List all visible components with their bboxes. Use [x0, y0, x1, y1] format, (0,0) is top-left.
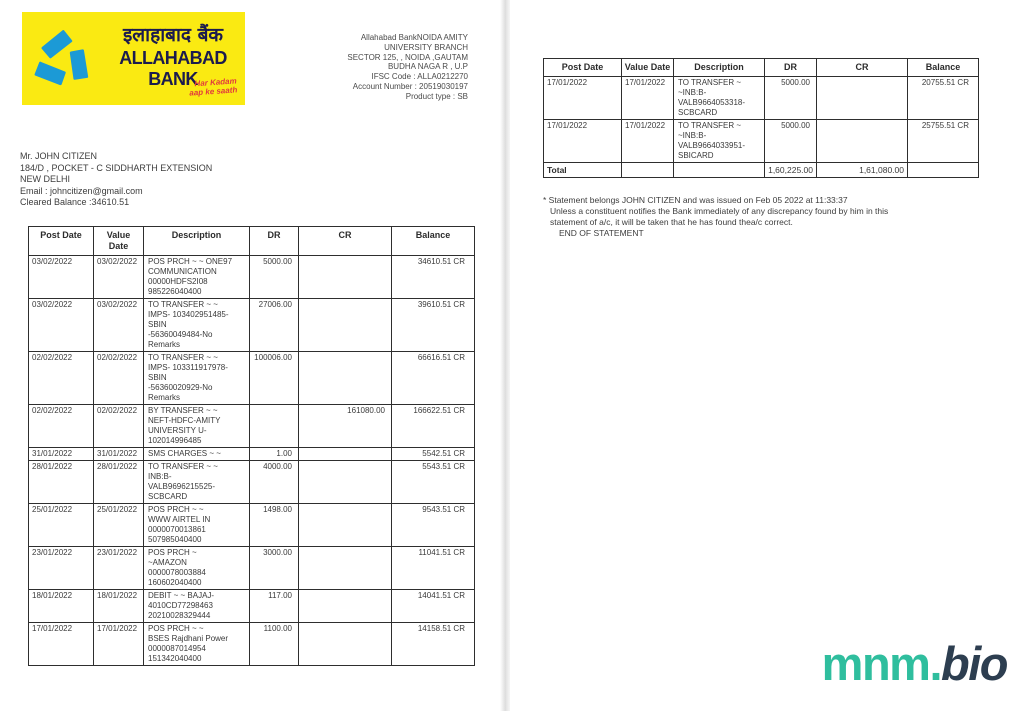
cell-post-date: 03/02/2022 — [29, 256, 94, 299]
cell-description — [674, 163, 765, 178]
table-row — [544, 120, 979, 163]
table-row — [29, 352, 475, 405]
cell-description: TO TRANSFER ~ ~INB:B- VALB9664033951- SBICARD — [674, 120, 765, 163]
branch-info-block — [258, 33, 468, 102]
cell-value-date: 03/02/2022 — [94, 256, 144, 299]
account-number: Account Number : 20519030197 — [352, 81, 468, 91]
col-header-post-date: Post Date — [544, 59, 622, 77]
bank-tagline: Har Kadam aap ke saath — [189, 76, 238, 98]
cell-dr: 100006.00 — [250, 352, 299, 405]
cell-description: POS PRCH ~ ~ ONE97 COMMUNICATION 00000HDFS2I08 985226040400 — [144, 256, 250, 299]
cell-balance: 166622.51 CR — [392, 405, 475, 448]
cell-balance: 39610.51 CR — [392, 299, 475, 352]
cell-dr: 5000.00 — [765, 77, 817, 120]
cell-post-date: 25/01/2022 — [29, 504, 94, 547]
cell-balance: 9543.51 CR — [392, 504, 475, 547]
mnm-bio-watermark — [821, 637, 1007, 690]
cell-balance: 11041.51 CR — [392, 547, 475, 590]
cell-value-date: 31/01/2022 — [94, 448, 144, 461]
cell-description: TO TRANSFER ~ ~INB:B- VALB9664053318- SCBCARD — [674, 77, 765, 120]
cell-post-date: 02/02/2022 — [29, 405, 94, 448]
total-label: Total — [544, 163, 622, 178]
cell-dr: 117.00 — [250, 590, 299, 623]
col-header-value-date: Value Date — [94, 227, 144, 256]
cell-balance: 20755.51 CR — [908, 77, 979, 120]
table-header-row — [544, 59, 979, 77]
cell-post-date: 31/01/2022 — [29, 448, 94, 461]
table-row — [29, 547, 475, 590]
cell-cr — [299, 547, 392, 590]
table-header-row — [29, 227, 475, 256]
ifsc-code: IFSC Code : ALLA0212270 — [371, 72, 468, 82]
cell-value-date: 17/01/2022 — [94, 623, 144, 666]
total-cr: 1,61,080.00 — [817, 163, 908, 178]
col-header-dr: DR — [250, 227, 299, 256]
footer-line: * Statement belongs JOHN CITIZEN and was issued on Feb 05 2022 at 11:33:37 — [543, 195, 848, 205]
cell-dr: 1100.00 — [250, 623, 299, 666]
watermark-suffix: bio — [941, 637, 1007, 690]
cell-dr: 3000.00 — [250, 547, 299, 590]
cell-dr: 4000.00 — [250, 461, 299, 504]
cell-value-date: 25/01/2022 — [94, 504, 144, 547]
col-header-description: Description — [144, 227, 250, 256]
cell-cr — [299, 590, 392, 623]
table-row — [29, 256, 475, 299]
cell-cr — [299, 299, 392, 352]
cell-description: POS PRCH ~ ~AMAZON 0000078003884 160602040400 — [144, 547, 250, 590]
branch-line: UNIVERSITY BRANCH — [384, 42, 468, 52]
branch-line: BUDHA NAGA R , U.P — [387, 62, 468, 72]
col-header-post-date: Post Date — [29, 227, 94, 256]
cell-post-date: 23/01/2022 — [29, 547, 94, 590]
cleared-balance: Cleared Balance :34610.51 — [20, 197, 130, 208]
cell-dr: 1.00 — [250, 448, 299, 461]
table-row — [29, 299, 475, 352]
transactions-table-page1 — [28, 226, 475, 666]
statement-page-2 — [510, 0, 1011, 711]
cell-balance: 66616.51 CR — [392, 352, 475, 405]
cell-post-date: 18/01/2022 — [29, 590, 94, 623]
watermark-brand: mnm. — [821, 637, 942, 690]
product-type: Product type : SB — [405, 91, 468, 101]
footer-line: statement of a/c, it will be taken that he has found thea/c correct. — [550, 217, 793, 227]
cell-dr: 5000.00 — [765, 120, 817, 163]
footer-line: Unless a constituent notifies the Bank immediately of any discrepancy found by him in this — [550, 206, 889, 216]
customer-city: NEW DELHI — [20, 174, 71, 185]
cell-cr — [299, 504, 392, 547]
cell-description: TO TRANSFER ~ ~ IMPS- 103311917978- SBIN -56360020929-No Remarks — [144, 352, 250, 405]
cell-post-date: 17/01/2022 — [29, 623, 94, 666]
cell-cr — [299, 461, 392, 504]
bank-name-hindi: इलाहाबाद बैंक — [122, 24, 224, 46]
cell-dr — [250, 405, 299, 448]
col-header-value-date: Value Date — [622, 59, 674, 77]
cell-value-date: 17/01/2022 — [622, 77, 674, 120]
cell-value-date: 03/02/2022 — [94, 299, 144, 352]
allahabad-bank-logo — [22, 12, 245, 105]
cell-post-date: 17/01/2022 — [544, 77, 622, 120]
customer-name: Mr. JOHN CITIZEN — [20, 151, 97, 161]
cell-value-date — [622, 163, 674, 178]
cell-post-date: 02/02/2022 — [29, 352, 94, 405]
cell-balance: 25755.51 CR — [908, 120, 979, 163]
transactions-table-page2 — [543, 58, 979, 178]
cell-cr: 161080.00 — [299, 405, 392, 448]
table-row — [544, 77, 979, 120]
branch-line: Allahabad BankNOIDA AMITY — [360, 33, 468, 42]
cell-description: DEBIT ~ ~ BAJAJ- 4010CD77298463 20210028329444 — [144, 590, 250, 623]
cell-value-date: 02/02/2022 — [94, 352, 144, 405]
cell-value-date: 02/02/2022 — [94, 405, 144, 448]
cell-value-date: 17/01/2022 — [622, 120, 674, 163]
cell-post-date: 17/01/2022 — [544, 120, 622, 163]
table-row — [29, 448, 475, 461]
cell-value-date: 18/01/2022 — [94, 590, 144, 623]
customer-address-line: 184/D , POCKET - C SIDDHARTH EXTENSION — [20, 162, 213, 173]
cell-dr: 5000.00 — [250, 256, 299, 299]
cell-value-date: 28/01/2022 — [94, 461, 144, 504]
col-header-dr: DR — [765, 59, 817, 77]
cell-balance: 34610.51 CR — [392, 256, 475, 299]
cell-cr — [299, 352, 392, 405]
cell-balance: 5542.51 CR — [392, 448, 475, 461]
cell-post-date: 03/02/2022 — [29, 299, 94, 352]
table-total-row — [544, 163, 979, 178]
cell-description: TO TRANSFER ~ ~ IMPS- 103402951485- SBIN -56360049484-No Remarks — [144, 299, 250, 352]
end-of-statement: END OF STATEMENT — [559, 228, 644, 238]
col-header-cr: CR — [299, 227, 392, 256]
cell-cr — [299, 448, 392, 461]
cell-description: POS PRCH ~ ~ WWW AIRTEL IN 0000070013861 507985040400 — [144, 504, 250, 547]
bank-emblem-icon — [30, 25, 94, 89]
cell-balance: 5543.51 CR — [392, 461, 475, 504]
total-balance — [908, 163, 979, 178]
cell-balance: 14041.51 CR — [392, 590, 475, 623]
cell-value-date: 23/01/2022 — [94, 547, 144, 590]
table-row — [29, 590, 475, 623]
customer-info-block — [20, 151, 212, 209]
cell-cr — [299, 623, 392, 666]
statement-page-1 — [0, 0, 502, 711]
cell-cr — [817, 120, 908, 163]
table-row — [29, 623, 475, 666]
col-header-balance: Balance — [392, 227, 475, 256]
cell-post-date: 28/01/2022 — [29, 461, 94, 504]
table-row — [29, 504, 475, 547]
cell-description: SMS CHARGES ~ ~ — [144, 448, 250, 461]
cell-cr — [299, 256, 392, 299]
cell-dr: 27006.00 — [250, 299, 299, 352]
table-row — [29, 405, 475, 448]
table-row — [29, 461, 475, 504]
col-header-balance: Balance — [908, 59, 979, 77]
cell-description: BY TRANSFER ~ ~ NEFT-HDFC-AMITY UNIVERSITY U- 102014996485 — [144, 405, 250, 448]
cell-description: POS PRCH ~ ~ BSES Rajdhani Power 0000087014954 151342040400 — [144, 623, 250, 666]
customer-email: Email : johncitizen@gmail.com — [20, 185, 143, 196]
total-dr: 1,60,225.00 — [765, 163, 817, 178]
cell-cr — [817, 77, 908, 120]
col-header-description: Description — [674, 59, 765, 77]
statement-footer-note — [543, 195, 973, 239]
cell-dr: 1498.00 — [250, 504, 299, 547]
cell-description: TO TRANSFER ~ ~ INB:B- VALB9696215525- SCBCARD — [144, 461, 250, 504]
col-header-cr: CR — [817, 59, 908, 77]
cell-balance: 14158.51 CR — [392, 623, 475, 666]
bank-name-english: ALLAHABAD BANK — [119, 48, 227, 89]
branch-line: SECTOR 125, , NOIDA ,GAUTAM — [347, 52, 468, 62]
